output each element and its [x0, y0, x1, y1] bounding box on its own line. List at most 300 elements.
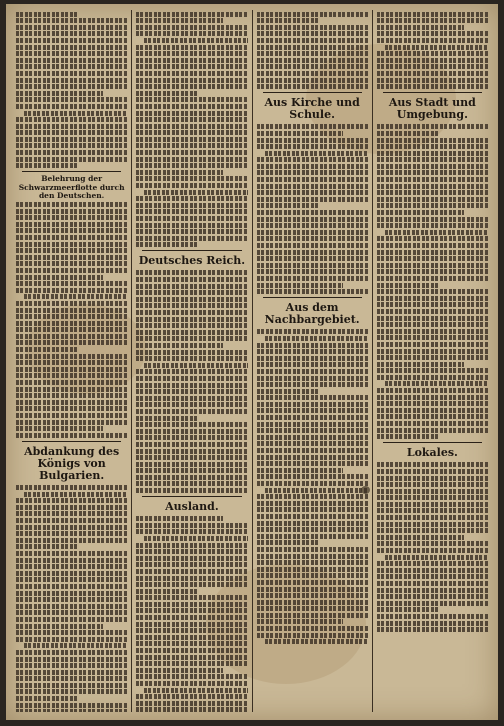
text-line	[385, 45, 488, 50]
text-line	[16, 58, 127, 63]
text-line	[16, 531, 127, 536]
text-line	[136, 582, 247, 587]
section-rule	[142, 250, 241, 251]
text-line	[257, 408, 368, 413]
text-line	[136, 641, 247, 646]
text-line	[16, 340, 127, 345]
text-line	[136, 622, 247, 627]
text-line	[136, 569, 247, 574]
text-line	[377, 71, 488, 76]
section-heading: Belehrung der Schwarzmeerflotte durch den Deutschen.	[18, 174, 125, 200]
text-line	[377, 335, 488, 340]
text-line	[257, 422, 368, 427]
text-line	[16, 261, 127, 266]
text-line	[136, 442, 247, 447]
text-line	[257, 593, 368, 598]
text-line	[136, 71, 247, 76]
text-line	[136, 576, 247, 581]
text-line	[257, 402, 368, 407]
text-line	[16, 25, 127, 30]
text-line	[136, 701, 247, 706]
text-line	[136, 336, 247, 341]
text-line	[257, 369, 368, 374]
text-line	[257, 600, 368, 605]
text-line	[377, 329, 488, 334]
text-line	[16, 347, 77, 352]
text-line	[377, 515, 488, 520]
text-line	[257, 210, 368, 215]
text-line	[377, 434, 438, 439]
text-line	[16, 670, 127, 675]
text-line	[265, 151, 368, 156]
text-line	[377, 574, 488, 579]
text-line	[16, 12, 77, 17]
text-line	[377, 289, 488, 294]
text-line	[257, 343, 368, 348]
text-line	[136, 78, 247, 83]
text-line	[377, 269, 488, 274]
text-line	[136, 176, 247, 181]
text-line	[16, 597, 127, 602]
text-line	[377, 144, 488, 149]
text-line	[377, 309, 488, 314]
section-heading: Ausland.	[165, 500, 219, 514]
text-line	[136, 104, 247, 109]
text-line	[16, 327, 127, 332]
text-line	[257, 448, 368, 453]
text-line	[136, 317, 247, 322]
text-line	[16, 564, 127, 569]
text-line	[136, 277, 247, 282]
text-line	[136, 608, 247, 613]
text-line	[377, 177, 488, 182]
text-line	[136, 462, 247, 467]
text-line	[16, 538, 127, 543]
text-line	[16, 367, 127, 372]
text-line	[136, 615, 247, 620]
text-line	[16, 591, 127, 596]
text-line	[16, 393, 127, 398]
text-line	[377, 38, 488, 43]
text-line	[136, 229, 247, 234]
text-line	[136, 475, 247, 480]
text-line	[16, 222, 127, 227]
text-line	[257, 554, 368, 559]
text-line	[16, 104, 127, 109]
text-line	[16, 157, 127, 162]
text-line	[257, 521, 368, 526]
text-line	[257, 329, 368, 334]
text-line	[136, 170, 223, 175]
text-line	[257, 18, 318, 23]
text-line	[16, 413, 127, 418]
text-line	[136, 31, 247, 36]
text-line	[377, 138, 488, 143]
text-line	[16, 334, 127, 339]
text-line	[16, 637, 127, 642]
text-line	[136, 242, 197, 247]
text-line	[377, 124, 488, 129]
text-line	[377, 131, 438, 136]
text-line	[136, 635, 247, 640]
text-line	[257, 481, 368, 486]
text-line	[136, 628, 247, 633]
text-line	[257, 441, 368, 446]
text-line	[257, 263, 368, 268]
text-line	[16, 604, 127, 609]
text-line	[377, 362, 464, 367]
text-line	[136, 84, 247, 89]
text-line	[257, 184, 368, 189]
text-line	[16, 518, 127, 523]
text-line	[136, 668, 223, 673]
text-line	[136, 143, 247, 148]
text-line	[377, 388, 488, 393]
text-line	[257, 190, 368, 195]
text-line	[377, 355, 488, 360]
text-line	[377, 184, 488, 189]
text-line	[16, 18, 127, 23]
column-4	[372, 10, 492, 712]
text-line	[16, 31, 127, 36]
text-line	[377, 157, 488, 162]
section-rule	[22, 441, 121, 442]
text-line	[136, 323, 247, 328]
text-line	[257, 31, 368, 36]
text-line	[136, 661, 247, 666]
section-heading: Aus dem Nachbargebiet.	[264, 301, 360, 327]
text-line	[16, 38, 127, 43]
text-line	[377, 12, 488, 17]
text-line	[16, 228, 127, 233]
text-line	[136, 595, 247, 600]
text-line	[377, 421, 488, 426]
text-line	[136, 369, 247, 374]
text-line	[136, 389, 247, 394]
text-line	[257, 587, 368, 592]
text-line	[377, 528, 488, 533]
text-line	[136, 681, 247, 686]
section-rule	[22, 171, 121, 172]
text-line	[257, 243, 368, 248]
text-line	[16, 485, 127, 490]
text-line	[377, 243, 488, 248]
text-line	[377, 541, 488, 546]
text-line	[257, 633, 368, 638]
text-line	[257, 362, 368, 367]
text-line	[16, 551, 127, 556]
text-line	[16, 255, 127, 260]
text-line	[257, 455, 368, 460]
text-line	[144, 190, 247, 195]
text-line	[257, 626, 368, 631]
text-line	[16, 558, 127, 563]
text-line	[257, 514, 368, 519]
text-line	[136, 694, 247, 699]
text-line	[136, 343, 223, 348]
text-line	[377, 170, 488, 175]
text-line	[136, 25, 247, 30]
text-line	[257, 38, 368, 43]
text-line	[377, 316, 488, 321]
text-line	[16, 663, 127, 668]
text-line	[385, 381, 488, 386]
text-line	[16, 683, 127, 688]
text-line	[144, 38, 247, 43]
text-line	[257, 78, 368, 83]
text-line	[257, 573, 368, 578]
text-line	[16, 525, 127, 530]
text-line	[136, 203, 247, 208]
text-line	[377, 58, 488, 63]
text-line	[136, 209, 247, 214]
text-line	[136, 468, 247, 473]
text-line	[257, 507, 368, 512]
text-line	[257, 395, 368, 400]
text-line	[377, 548, 488, 553]
text-line	[136, 356, 247, 361]
text-line	[257, 376, 368, 381]
text-line	[16, 426, 103, 431]
text-line	[136, 435, 247, 440]
text-line	[265, 488, 368, 493]
text-line	[385, 555, 488, 560]
text-line	[136, 543, 247, 548]
text-line	[16, 571, 127, 576]
text-line	[257, 71, 368, 76]
text-line	[136, 183, 247, 188]
text-line	[377, 203, 488, 208]
text-line	[377, 217, 488, 222]
text-line	[136, 310, 247, 315]
text-line	[377, 535, 464, 540]
text-line	[377, 627, 488, 632]
text-line	[136, 529, 247, 534]
text-line	[16, 78, 127, 83]
text-line	[16, 124, 127, 129]
text-line	[136, 556, 247, 561]
text-line	[257, 236, 368, 241]
text-line	[136, 383, 247, 388]
text-line	[257, 560, 368, 565]
text-line	[136, 284, 247, 289]
text-line	[257, 256, 368, 261]
text-line	[16, 130, 127, 135]
text-line	[257, 567, 368, 572]
text-line	[377, 283, 438, 288]
text-line	[377, 489, 488, 494]
text-line	[16, 275, 103, 280]
text-line	[257, 276, 368, 281]
text-line	[377, 302, 488, 307]
section-heading: Aus Stadt und Umgebung.	[388, 96, 476, 122]
text-line	[257, 84, 368, 89]
text-line	[265, 639, 368, 644]
text-line	[257, 468, 344, 473]
section-rule	[142, 496, 241, 497]
text-line	[377, 210, 464, 215]
text-line	[16, 51, 127, 56]
text-line	[257, 527, 368, 532]
text-line	[377, 256, 488, 261]
text-line	[136, 58, 247, 63]
text-line	[16, 71, 127, 76]
text-line	[257, 164, 368, 169]
text-line	[377, 462, 488, 467]
text-line	[136, 416, 197, 421]
text-line	[144, 536, 247, 541]
text-line	[136, 270, 247, 275]
text-line	[136, 91, 197, 96]
text-line	[257, 356, 368, 361]
text-line	[144, 688, 247, 693]
text-line	[136, 45, 247, 50]
text-line	[257, 157, 368, 162]
text-line	[24, 643, 127, 648]
text-line	[16, 420, 127, 425]
text-line	[377, 428, 488, 433]
text-line	[16, 45, 127, 50]
text-line	[257, 144, 368, 149]
text-line	[257, 250, 368, 255]
text-line	[377, 64, 488, 69]
text-line	[136, 18, 223, 23]
text-line	[16, 281, 127, 286]
text-line	[16, 709, 127, 712]
text-line	[136, 409, 247, 414]
text-line	[16, 248, 127, 253]
text-line	[257, 170, 368, 175]
text-line	[16, 91, 103, 96]
text-line	[257, 547, 368, 552]
text-line	[136, 157, 247, 162]
text-line	[257, 203, 318, 208]
text-line	[16, 150, 127, 155]
text-line	[136, 130, 247, 135]
text-line	[257, 131, 344, 136]
text-line	[16, 301, 127, 306]
text-line	[16, 624, 103, 629]
text-line	[16, 505, 127, 510]
text-line	[377, 31, 488, 36]
text-line	[257, 12, 368, 17]
text-line	[136, 124, 247, 129]
text-line	[377, 588, 488, 593]
text-line	[257, 494, 368, 499]
text-line	[377, 263, 488, 268]
text-line	[265, 336, 368, 341]
section-heading: Lokales.	[406, 446, 458, 460]
text-line	[257, 283, 344, 288]
text-line	[377, 568, 488, 573]
text-line	[377, 223, 488, 228]
text-line	[136, 602, 247, 607]
text-line	[16, 360, 127, 365]
text-line	[136, 51, 247, 56]
text-line	[16, 64, 127, 69]
text-line	[377, 276, 488, 281]
text-line	[257, 606, 368, 611]
text-line	[257, 269, 368, 274]
text-line	[136, 481, 247, 486]
text-line	[377, 395, 488, 400]
text-line	[377, 408, 488, 413]
text-line	[136, 117, 247, 122]
text-line	[257, 619, 344, 624]
text-line	[16, 84, 127, 89]
text-line	[16, 433, 127, 438]
column-1	[12, 10, 131, 712]
text-line	[377, 601, 488, 606]
text-line	[377, 476, 488, 481]
text-line	[16, 689, 127, 694]
text-line	[136, 516, 223, 521]
text-line	[377, 349, 488, 354]
text-line	[136, 216, 247, 221]
text-line	[136, 449, 247, 454]
text-line	[377, 495, 488, 500]
text-line	[257, 124, 368, 129]
text-line	[257, 501, 368, 506]
text-line	[16, 288, 127, 293]
text-line	[136, 402, 247, 407]
text-line	[257, 534, 368, 539]
text-line	[16, 235, 127, 240]
text-line	[16, 373, 127, 378]
text-line	[16, 617, 127, 622]
text-line	[16, 209, 127, 214]
text-line	[16, 610, 127, 615]
text-line	[16, 650, 127, 655]
text-line	[16, 544, 77, 549]
text-line	[16, 308, 127, 313]
text-line	[24, 492, 127, 497]
text-line	[16, 215, 127, 220]
text-line	[257, 197, 368, 202]
text-line	[16, 630, 127, 635]
text-line	[377, 522, 488, 527]
text-line	[257, 223, 368, 228]
text-line	[136, 303, 247, 308]
text-line	[136, 12, 247, 17]
text-line	[136, 111, 247, 116]
text-line	[377, 342, 488, 347]
text-line	[377, 190, 488, 195]
text-line	[136, 196, 247, 201]
text-line	[377, 469, 488, 474]
text-line	[377, 401, 488, 406]
text-line	[257, 415, 368, 420]
text-line	[136, 163, 247, 168]
text-line	[136, 137, 247, 142]
section-heading: Aus Kirche und Schule.	[264, 96, 360, 122]
text-line	[136, 376, 247, 381]
text-line	[377, 482, 488, 487]
text-line	[136, 589, 197, 594]
text-line	[377, 296, 488, 301]
text-line	[377, 250, 488, 255]
text-line	[377, 621, 488, 626]
text-line	[16, 117, 127, 122]
text-line	[377, 322, 488, 327]
text-line	[136, 422, 247, 427]
newspaper-page	[6, 4, 498, 720]
text-line	[16, 321, 127, 326]
text-line	[377, 561, 488, 566]
section-rule	[263, 297, 362, 298]
text-line	[257, 51, 368, 56]
text-line	[377, 236, 488, 241]
